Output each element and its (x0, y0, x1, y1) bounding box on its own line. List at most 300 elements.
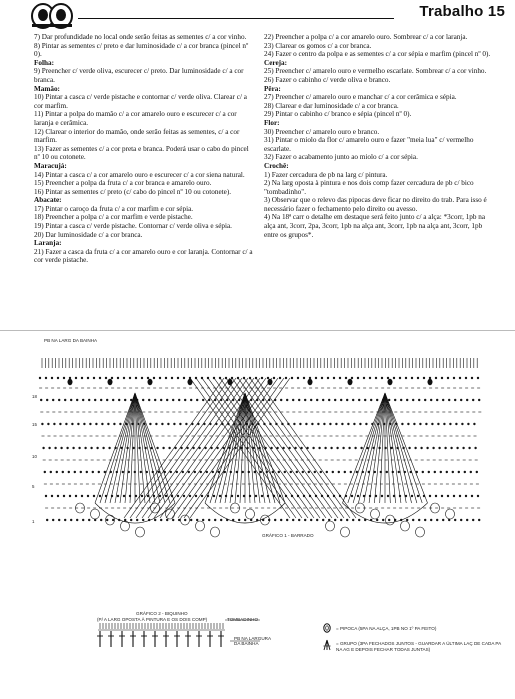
chain-dot (340, 519, 342, 521)
chain-dot (60, 423, 62, 425)
chain-dot (165, 377, 167, 379)
chain-dot (158, 471, 160, 473)
chain-dot (133, 447, 135, 449)
chain-dot (147, 377, 149, 379)
chain-dot (435, 495, 437, 497)
chain-dot (453, 377, 455, 379)
chart1-top-label: PB NA LARG DA BAINHA (44, 338, 98, 343)
chain-dot (170, 471, 172, 473)
chain-dot (199, 447, 201, 449)
chain-dot (196, 399, 198, 401)
chain-dot (284, 471, 286, 473)
chain-dot (441, 495, 443, 497)
instruction-step: 22) Preencher a polpa c/ a cor amarelo ouro. Sombrear c/ a cor laranja. (264, 33, 468, 41)
chain-dot (337, 447, 339, 449)
chain-dot (166, 519, 168, 521)
instruction-step: 19) Pintar a casca c/ verde pistache. Contornar c/ verde oliva e sépia. (34, 222, 232, 231)
instruction-step: 31) Pintar o miolo da flor c/ amarelo ouro e fazer "meia lua" c/ vermelho escarlate. (264, 136, 474, 153)
chain-dot (388, 399, 390, 401)
chain-dot (339, 377, 341, 379)
chain-dot (69, 495, 71, 497)
pipoca-mark (388, 379, 392, 385)
chain-dot (242, 471, 244, 473)
chain-dot (99, 377, 101, 379)
chain-dot (334, 519, 336, 521)
chain-dot (336, 423, 338, 425)
chain-dot (310, 519, 312, 521)
chain-dot (294, 423, 296, 425)
chain-dot (140, 471, 142, 473)
chain-dot (45, 377, 47, 379)
chain-dot (346, 519, 348, 521)
chain-dot (97, 447, 99, 449)
chain-dot (69, 377, 71, 379)
chain-dot (405, 377, 407, 379)
chain-dot (476, 471, 478, 473)
chain-dot (388, 519, 390, 521)
chain-dot (42, 423, 44, 425)
chain-dot (45, 495, 47, 497)
row-number-label: 15 (32, 422, 37, 427)
chain-dot (304, 519, 306, 521)
chain-dot (313, 447, 315, 449)
chain-dot (414, 423, 416, 425)
chain-dot (48, 423, 50, 425)
chain-dot (445, 447, 447, 449)
chain-dot (459, 495, 461, 497)
chain-dot (348, 423, 350, 425)
chain-dot (477, 495, 479, 497)
chain-dot (387, 495, 389, 497)
chain-dot (375, 377, 377, 379)
chain-dot (178, 519, 180, 521)
chain-dot (278, 471, 280, 473)
chain-dot (55, 447, 57, 449)
chain-dot (354, 423, 356, 425)
chain-dot (320, 471, 322, 473)
chain-dot (142, 519, 144, 521)
chain-dot (190, 519, 192, 521)
chain-dot (82, 399, 84, 401)
chain-dot (363, 495, 365, 497)
chain-dot (231, 495, 233, 497)
instruction-step: 26) Fazer o cabinho c/ verde oliva e branco. (264, 75, 391, 84)
fan-stitch-line (95, 393, 135, 503)
chain-dot (94, 519, 96, 521)
chain-dot (76, 399, 78, 401)
chain-dot (400, 399, 402, 401)
chain-dot (87, 495, 89, 497)
instruction-step: 32) Fazer o acabamento junto ao miolo c/ a cor sépia. (264, 153, 418, 162)
chain-dot (146, 471, 148, 473)
chain-dot (243, 495, 245, 497)
chain-dot (376, 519, 378, 521)
chain-dot (345, 377, 347, 379)
chain-dot (166, 399, 168, 401)
chain-dot (423, 377, 425, 379)
chain-dot (285, 377, 287, 379)
chain-dot (450, 423, 452, 425)
chain-dot (399, 377, 401, 379)
fan-scallop-edge (343, 503, 428, 523)
chain-dot (303, 377, 305, 379)
chain-dot (470, 471, 472, 473)
chain-dot (301, 447, 303, 449)
picot-loop (121, 521, 130, 531)
chain-dot (338, 471, 340, 473)
chain-dot (202, 519, 204, 521)
chain-dot (194, 471, 196, 473)
chain-dot (237, 495, 239, 497)
chain-dot (291, 377, 293, 379)
tombadinho-label: TOMBADINHO (227, 617, 259, 622)
chain-dot (98, 471, 100, 473)
instruction-step: 30) Preencher c/ amarelo ouro e branco. (264, 127, 380, 136)
chain-dot (106, 399, 108, 401)
picot-loop (401, 521, 410, 531)
chain-dot (80, 471, 82, 473)
section-heading: Laranja: (34, 239, 62, 248)
chain-dot (51, 377, 53, 379)
chain-dot (181, 447, 183, 449)
chain-dot (435, 377, 437, 379)
pipoca-mark (228, 379, 232, 385)
pipoca-symbol-icon (322, 623, 332, 633)
chain-dot (79, 447, 81, 449)
chain-dot (202, 399, 204, 401)
chain-dot (292, 399, 294, 401)
pipoca-mark (308, 379, 312, 385)
chain-dot (454, 519, 456, 521)
chain-dot (460, 399, 462, 401)
chain-dot (75, 377, 77, 379)
picot-loop (91, 509, 100, 519)
chain-dot (82, 519, 84, 521)
chain-dot (177, 495, 179, 497)
chain-dot (442, 399, 444, 401)
chain-dot (273, 377, 275, 379)
chain-dot (57, 377, 59, 379)
chain-dot (418, 399, 420, 401)
chain-dot (214, 519, 216, 521)
picot-loop (246, 509, 255, 519)
chain-dot (96, 423, 98, 425)
chain-dot (81, 495, 83, 497)
chain-dot (52, 519, 54, 521)
chain-dot (165, 495, 167, 497)
instruction-step: 1) Fazer cercadura de pb na larg c/ pintura. (264, 170, 388, 179)
chain-dot (260, 471, 262, 473)
chain-dot (130, 519, 132, 521)
instruction-step: 16) Pintar as sementes c/ preto (c/ cabo do pincel nº 10 ou cotonete). (34, 187, 232, 196)
chain-dot (358, 519, 360, 521)
chain-dot (67, 447, 69, 449)
chain-dot (411, 377, 413, 379)
chain-dot (393, 377, 395, 379)
chain-dot (447, 495, 449, 497)
chain-dot (88, 399, 90, 401)
chain-dot (154, 399, 156, 401)
chain-dot (328, 519, 330, 521)
instruction-step: 8) Pintar as sementes c/ preto e dar luminosidade c/ a cor branca (pincel nº 0). (34, 41, 249, 59)
chain-dot (255, 495, 257, 497)
chain-dot (478, 399, 480, 401)
chain-dot (398, 471, 400, 473)
chain-dot (40, 399, 42, 401)
chain-dot (168, 423, 170, 425)
chain-dot (63, 495, 65, 497)
section-heading: Flor: (264, 118, 280, 127)
chain-dot (430, 519, 432, 521)
chain-dot (424, 519, 426, 521)
instruction-step: 14) Pintar a casca c/ a cor amarelo ouro e escurecer c/ a cor siena natural. (34, 170, 245, 179)
chain-dot (104, 471, 106, 473)
chain-dot (441, 377, 443, 379)
chain-dot (188, 471, 190, 473)
chain-dot (187, 447, 189, 449)
chain-dot (184, 399, 186, 401)
chain-dot (306, 423, 308, 425)
chain-dot (451, 447, 453, 449)
instruction-step: 4) Na 18ª carr o detalhe em destaque será feito junto c/ a alça: *3corr, 1pb na alça ant, 3corr, 2pa, 3corr, 1pb na alça ant, 3corr, 1pb na alça ant, 3corr, 1pb entre os grupos*. (264, 213, 486, 239)
section-heading: Pêra: (264, 84, 281, 93)
chain-dot (169, 447, 171, 449)
chain-dot (428, 471, 430, 473)
chain-dot (159, 495, 161, 497)
chain-dot (472, 399, 474, 401)
chain-dot (178, 399, 180, 401)
chain-dot (238, 519, 240, 521)
chain-dot (324, 423, 326, 425)
chain-dot (184, 519, 186, 521)
chain-dot (120, 423, 122, 425)
chain-dot (355, 447, 357, 449)
chain-dot (350, 471, 352, 473)
chain-dot (70, 399, 72, 401)
chain-dot (176, 471, 178, 473)
chain-dot (374, 471, 376, 473)
section-heading: Crochê: (264, 161, 289, 170)
chain-dot (159, 377, 161, 379)
chain-dot (44, 471, 46, 473)
chain-dot (363, 377, 365, 379)
chain-dot (283, 447, 285, 449)
chain-dot (364, 399, 366, 401)
chain-dot (142, 399, 144, 401)
chain-dot (93, 495, 95, 497)
instruction-step: 7) Dar profundidade no local onde serão feitas as sementes c/ a cor vinho. (34, 33, 247, 41)
chain-dot (297, 377, 299, 379)
pipoca-mark (188, 379, 192, 385)
fan-stitch-line (115, 393, 135, 503)
chain-dot (367, 447, 369, 449)
chain-dot (462, 423, 464, 425)
chain-dot (280, 399, 282, 401)
chain-dot (51, 495, 53, 497)
chain-dot (405, 495, 407, 497)
chain-dot (309, 377, 311, 379)
chain-dot (156, 423, 158, 425)
chain-dot (421, 447, 423, 449)
chain-dot (206, 471, 208, 473)
chain-dot (111, 377, 113, 379)
chain-dot (406, 519, 408, 521)
chain-dot (277, 447, 279, 449)
instruction-step: 20) Dar luminosidade c/ a cor branca. (34, 230, 143, 239)
chain-dot (130, 399, 132, 401)
pipoca-mark (108, 379, 112, 385)
instruction-step: 13) Fazer as sementes c/ a cor preta e branca. Poderá usar o cabo do pincel nº 10 ou cotonete. (34, 144, 249, 162)
row-number-label: 1 (32, 519, 35, 524)
chain-dot (415, 447, 417, 449)
chain-dot (361, 447, 363, 449)
instruction-step: 15) Preencher a polpa da fruta c/ a cor branca e amarelo ouro. (34, 179, 212, 188)
right-text-column (264, 33, 492, 239)
chain-dot (440, 471, 442, 473)
chain-dot (466, 519, 468, 521)
chain-dot (90, 423, 92, 425)
picot-loop (446, 509, 455, 519)
chain-dot (157, 447, 159, 449)
chain-dot (118, 399, 120, 401)
chain-dot (175, 447, 177, 449)
section-divider (0, 330, 515, 331)
chain-dot (429, 495, 431, 497)
chain-dot (135, 495, 137, 497)
chain-dot (274, 519, 276, 521)
left-text-column (34, 33, 256, 265)
instruction-step: 3) Observar que o relevo das pipocas deve ficar no direito do trab. Para isso é necessário fazer o fechamento pelo direito ou avesso. (264, 196, 487, 213)
pipoca-mark (268, 379, 272, 385)
chain-dot (454, 399, 456, 401)
chain-dot (387, 377, 389, 379)
chain-dot (286, 399, 288, 401)
chain-dot (52, 399, 54, 401)
chain-dot (289, 447, 291, 449)
chain-dot (352, 399, 354, 401)
chain-dot (342, 423, 344, 425)
chain-dot (236, 471, 238, 473)
chain-dot (429, 377, 431, 379)
chain-dot (200, 471, 202, 473)
chain-dot (112, 399, 114, 401)
chain-dot (72, 423, 74, 425)
chain-dot (382, 519, 384, 521)
chain-dot (292, 519, 294, 521)
chain-dot (460, 519, 462, 521)
chain-dot (147, 495, 149, 497)
chain-dot (326, 471, 328, 473)
chain-dot (436, 519, 438, 521)
chain-dot (412, 399, 414, 401)
chain-dot (114, 423, 116, 425)
chain-dot (86, 471, 88, 473)
chain-dot (112, 519, 114, 521)
chain-dot (312, 423, 314, 425)
chain-dot (457, 447, 459, 449)
chain-dot (458, 471, 460, 473)
chain-dot (100, 399, 102, 401)
chain-dot (412, 519, 414, 521)
chain-dot (261, 377, 263, 379)
chain-dot (330, 423, 332, 425)
chain-dot (475, 447, 477, 449)
chain-dot (160, 519, 162, 521)
chain-dot (334, 399, 336, 401)
chain-dot (70, 519, 72, 521)
chain-dot (290, 471, 292, 473)
chain-dot (386, 471, 388, 473)
chain-dot (446, 471, 448, 473)
fan-stitch-line (245, 393, 285, 503)
pipoca-mark (148, 379, 152, 385)
chain-dot (267, 377, 269, 379)
chain-dot (298, 519, 300, 521)
instruction-step: 28) Clarear e dar luminosidade c/ a cor branca. (264, 101, 399, 110)
chain-dot (436, 399, 438, 401)
chain-dot (408, 423, 410, 425)
chain-dot (61, 447, 63, 449)
pipoca-mark (428, 379, 432, 385)
chain-dot (91, 447, 93, 449)
chain-dot (160, 399, 162, 401)
chain-dot (136, 519, 138, 521)
chain-dot (406, 399, 408, 401)
chain-dot (105, 377, 107, 379)
chain-dot (58, 519, 60, 521)
chain-dot (177, 377, 179, 379)
instruction-step: 11) Pintar a polpa do mamão c/ a cor amarelo ouro e escurecer c/ a cor laranja e cerâmica. (34, 110, 237, 127)
chain-dot (129, 377, 131, 379)
instruction-step: 25) Preencher c/ amarelo ouro e vermelho escarlate. Sombrear c/ a cor vinho. (264, 67, 487, 76)
chain-dot (433, 447, 435, 449)
chain-dot (391, 447, 393, 449)
chain-dot (85, 447, 87, 449)
row-number-label: 10 (32, 454, 37, 459)
chain-dot (333, 377, 335, 379)
chain-dot (442, 519, 444, 521)
chain-dot (135, 377, 137, 379)
section-heading: Mamão: (34, 84, 60, 93)
section-heading: Cereja: (264, 58, 288, 67)
instruction-step: 10) Pintar a casca c/ verde pistache e contornar c/ verde oliva. Clarear c/ a cor marfim. (34, 93, 247, 110)
chain-dot (54, 423, 56, 425)
chain-dot (471, 495, 473, 497)
chain-dot (318, 423, 320, 425)
chart2-caption: GRÁFICO 2 - BIQUINHO (136, 611, 188, 616)
chain-dot (63, 377, 65, 379)
chain-dot (286, 519, 288, 521)
chain-dot (183, 495, 185, 497)
chain-dot (66, 423, 68, 425)
title-rule (78, 18, 394, 19)
chain-dot (351, 495, 353, 497)
chain-dot (261, 495, 263, 497)
chain-dot (422, 471, 424, 473)
chain-dot (322, 519, 324, 521)
chain-dot (124, 519, 126, 521)
chain-dot (322, 399, 324, 401)
chain-dot (99, 495, 101, 497)
chain-dot (186, 423, 188, 425)
legend-pipoca-text: = PIPOCA (5PA NA ALÇA, 1PB NO 1º PA FEITO) (336, 626, 437, 631)
chain-dot (224, 471, 226, 473)
chain-dot (279, 377, 281, 379)
section-heading: Maracujá: (34, 161, 67, 170)
chain-dot (328, 399, 330, 401)
chain-dot (466, 399, 468, 401)
chain-dot (420, 423, 422, 425)
